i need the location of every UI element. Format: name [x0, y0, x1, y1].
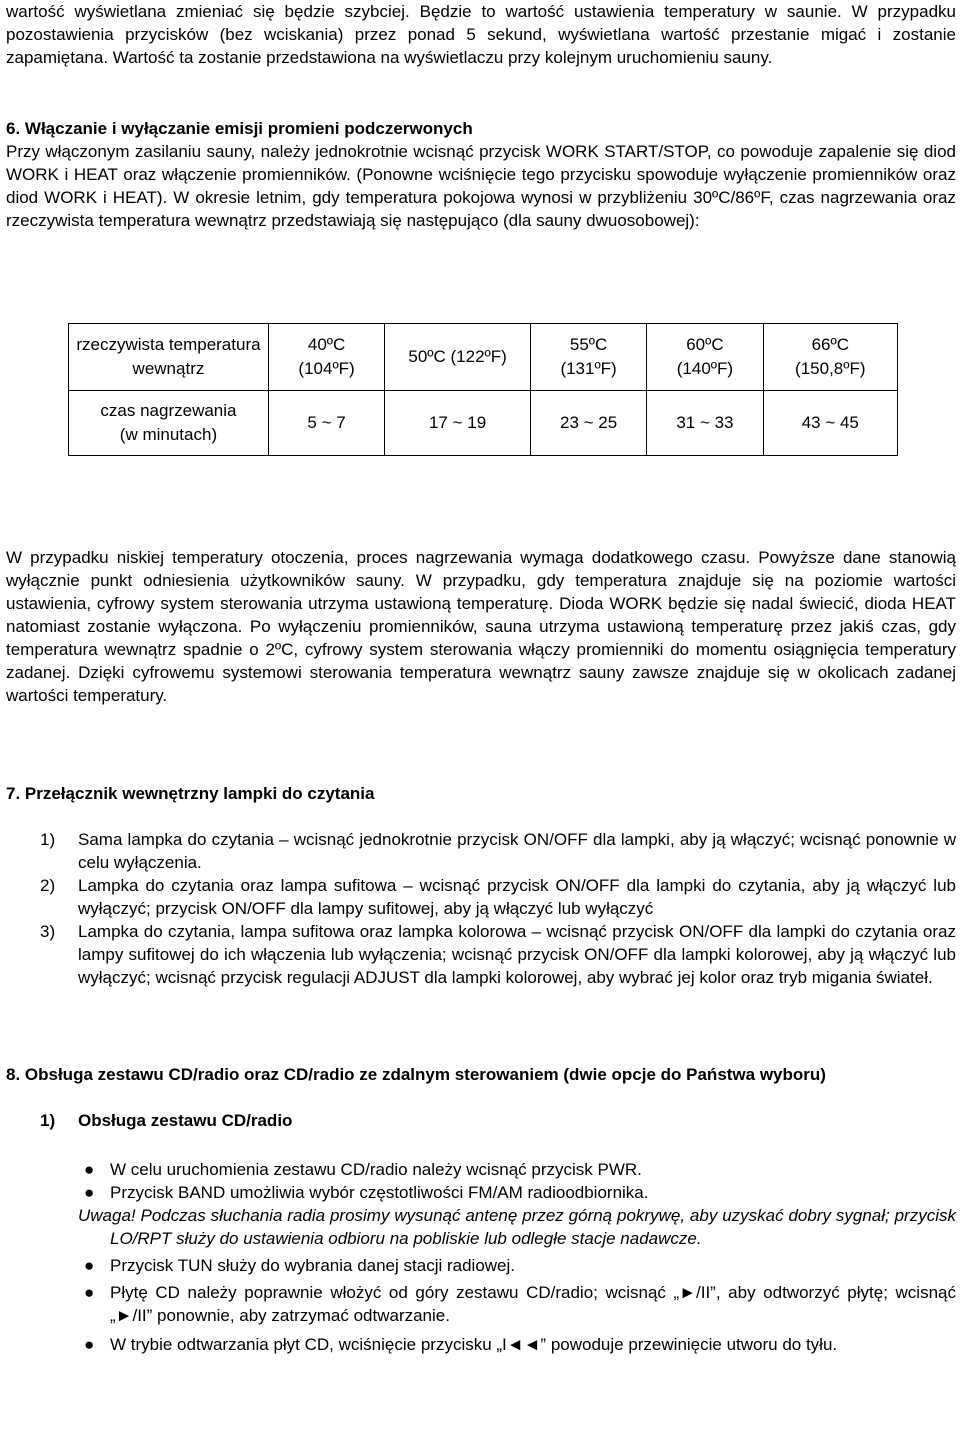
intro-paragraph: wartość wyświetlana zmieniać się będzie szybciej. Będzie to wartość ustawienia temperatury w saunie. W przypadku pozostawienia przycisków (bez wciskania) przez ponad 5 sekund, wyświetlana wartość przestanie migać i zostanie zapamiętana. Wartość ta zostanie przedstawiona na wyświetlaczu przy kolejnym uruchomieniu sauny.	[6, 2, 956, 67]
table-cell: 23 ~ 25	[530, 391, 646, 456]
section-7-heading: 7. Przełącznik wewnętrzny lampki do czytania	[6, 784, 375, 803]
table-cell: 66ºC (150,8ºF)	[763, 324, 897, 391]
list-item: ● Przycisk BAND umożliwia wybór częstotliwości FM/AM radioodbiornika.	[84, 1183, 649, 1202]
table-cell: 31 ~ 33	[647, 391, 763, 456]
section-8	[6, 1063, 956, 1356]
list-item: 1) Sama lampka do czytania – wcisnąć jednokrotnie przycisk ON/OFF dla lampki, aby ją włączyć; wcisnąć ponownie w celu wyłączenia.	[40, 830, 956, 872]
warning-note: Uwaga! Podczas słuchania radia prosimy wysunąć antenę przez górną pokrywę, aby uzyskać dobry sygnał; przycisk LO/RPT służy do ustawienia odbioru na pobliskie lub odległe stacje nadawcze.	[78, 1206, 956, 1248]
table-cell: 17 ~ 19	[385, 391, 531, 456]
section-8-heading: 8. Obsługa zestawu CD/radio oraz CD/radio ze zdalnym sterowaniem (dwie opcje do Państwa wyboru)	[6, 1065, 826, 1084]
section-8-subheading: 1) Obsługa zestawu CD/radio	[40, 1111, 293, 1130]
after-table-paragraph: W przypadku niskiej temperatury otoczenia, proces nagrzewania wymaga dodatkowego czasu. Powyższe dane stanowią wyłącznie punkt odniesienia użytkowników sauny. W przypadku, gdy temperatura znajduje się na poziomie wartości ustawienia, cyfrowy system sterowania utrzyma ustawioną temperaturę. Dioda WORK będzie się nadal świecić, dioda HEAT natomiast zostanie wyłączona. Po wyłączeniu promienników, sauna utrzyma ustawioną temperaturę przez jakiś czas, gdy temperatura wewnątrz spadnie o 2ºC, cyfrowy system sterowania włączy promienniki do momentu osiągnięcia temperatury zadanej. Dzięki cyfrowemu systemowi sterowania temperatura wewnątrz sauny zawsze znajduje się w okolicach zadanej wartości temperatury.	[6, 548, 956, 705]
section-6-paragraph: Przy włączonym zasilaniu sauny, należy jednokrotnie wcisnąć przycisk WORK START/STOP, co powoduje zapalenie się diod WORK i HEAT oraz włączenie promienników. (Ponowne wciśnięcie tego przycisku spowoduje wyłączenie promienników oraz diod WORK i HEAT). W okresie letnim, gdy temperatura pokojowa wynosi w przybliżeniu 30ºC/86ºF, czas nagrzewania oraz rzeczywista temperatura wewnątrz przedstawiają się następująco (dla sauny dwuosobowej):	[6, 142, 956, 230]
table-cell-label: rzeczywista temperatura wewnątrz	[69, 324, 269, 391]
section-6-heading: 6. Włączanie i wyłączanie emisji promieni podczerwonych	[6, 119, 473, 138]
table-row	[69, 391, 898, 456]
list-item: ● W celu uruchomienia zestawu CD/radio należy wcisnąć przycisk PWR.	[84, 1160, 642, 1179]
list-item: ● Płytę CD należy poprawnie włożyć od góry zestawu CD/radio; wcisnąć „►/II”, aby odtworzyć płytę; wcisnąć „►/II” ponownie, aby zatrzymać odtwarzanie.	[84, 1283, 956, 1325]
section-6	[6, 117, 956, 232]
table-cell-label: czas nagrzewania (w minutach)	[69, 391, 269, 456]
table-row	[69, 324, 898, 391]
table-cell: 55ºC (131ºF)	[530, 324, 646, 391]
heating-time-table	[68, 323, 898, 456]
table-cell: 60ºC (140ºF)	[647, 324, 763, 391]
list-item: 3) Lampka do czytania, lampa sufitowa oraz lampka kolorowa – wcisnąć przycisk ON/OFF dla lampki do czytania oraz lampy sufitowej do ich włączenia lub wyłączenia; wcisnąć przycisk ON/OFF dla lampki kolorowej, aby ją włączyć lub wyłączyć; wcisnąć przycisk regulacji ADJUST dla lampki kolorowej, aby wybrać jej kolor oraz tryb migania świateł.	[40, 922, 956, 987]
section-7	[6, 782, 956, 989]
list-item: ● Przycisk TUN służy do wybrania danej stacji radiowej.	[84, 1256, 516, 1275]
table-cell: 5 ~ 7	[268, 391, 384, 456]
table-cell: 40ºC (104ºF)	[268, 324, 384, 391]
bullet-list-a	[6, 1158, 956, 1204]
section-7-list	[6, 828, 956, 989]
list-item: ● W trybie odtwarzania płyt CD, wciśnięcie przycisku „I◄◄” powoduje przewinięcie utworu do tyłu.	[84, 1335, 838, 1354]
table-cell: 50ºC (122ºF)	[385, 324, 531, 391]
table-cell: 43 ~ 45	[763, 391, 897, 456]
bullet-list-b	[6, 1254, 956, 1356]
list-item: 2) Lampka do czytania oraz lampa sufitowa – wcisnąć przycisk ON/OFF dla lampki do czytania, aby ją włączyć lub wyłączyć; przycisk ON/OFF dla lampy sufitowej, aby ją włączyć lub wyłączyć	[40, 876, 956, 918]
